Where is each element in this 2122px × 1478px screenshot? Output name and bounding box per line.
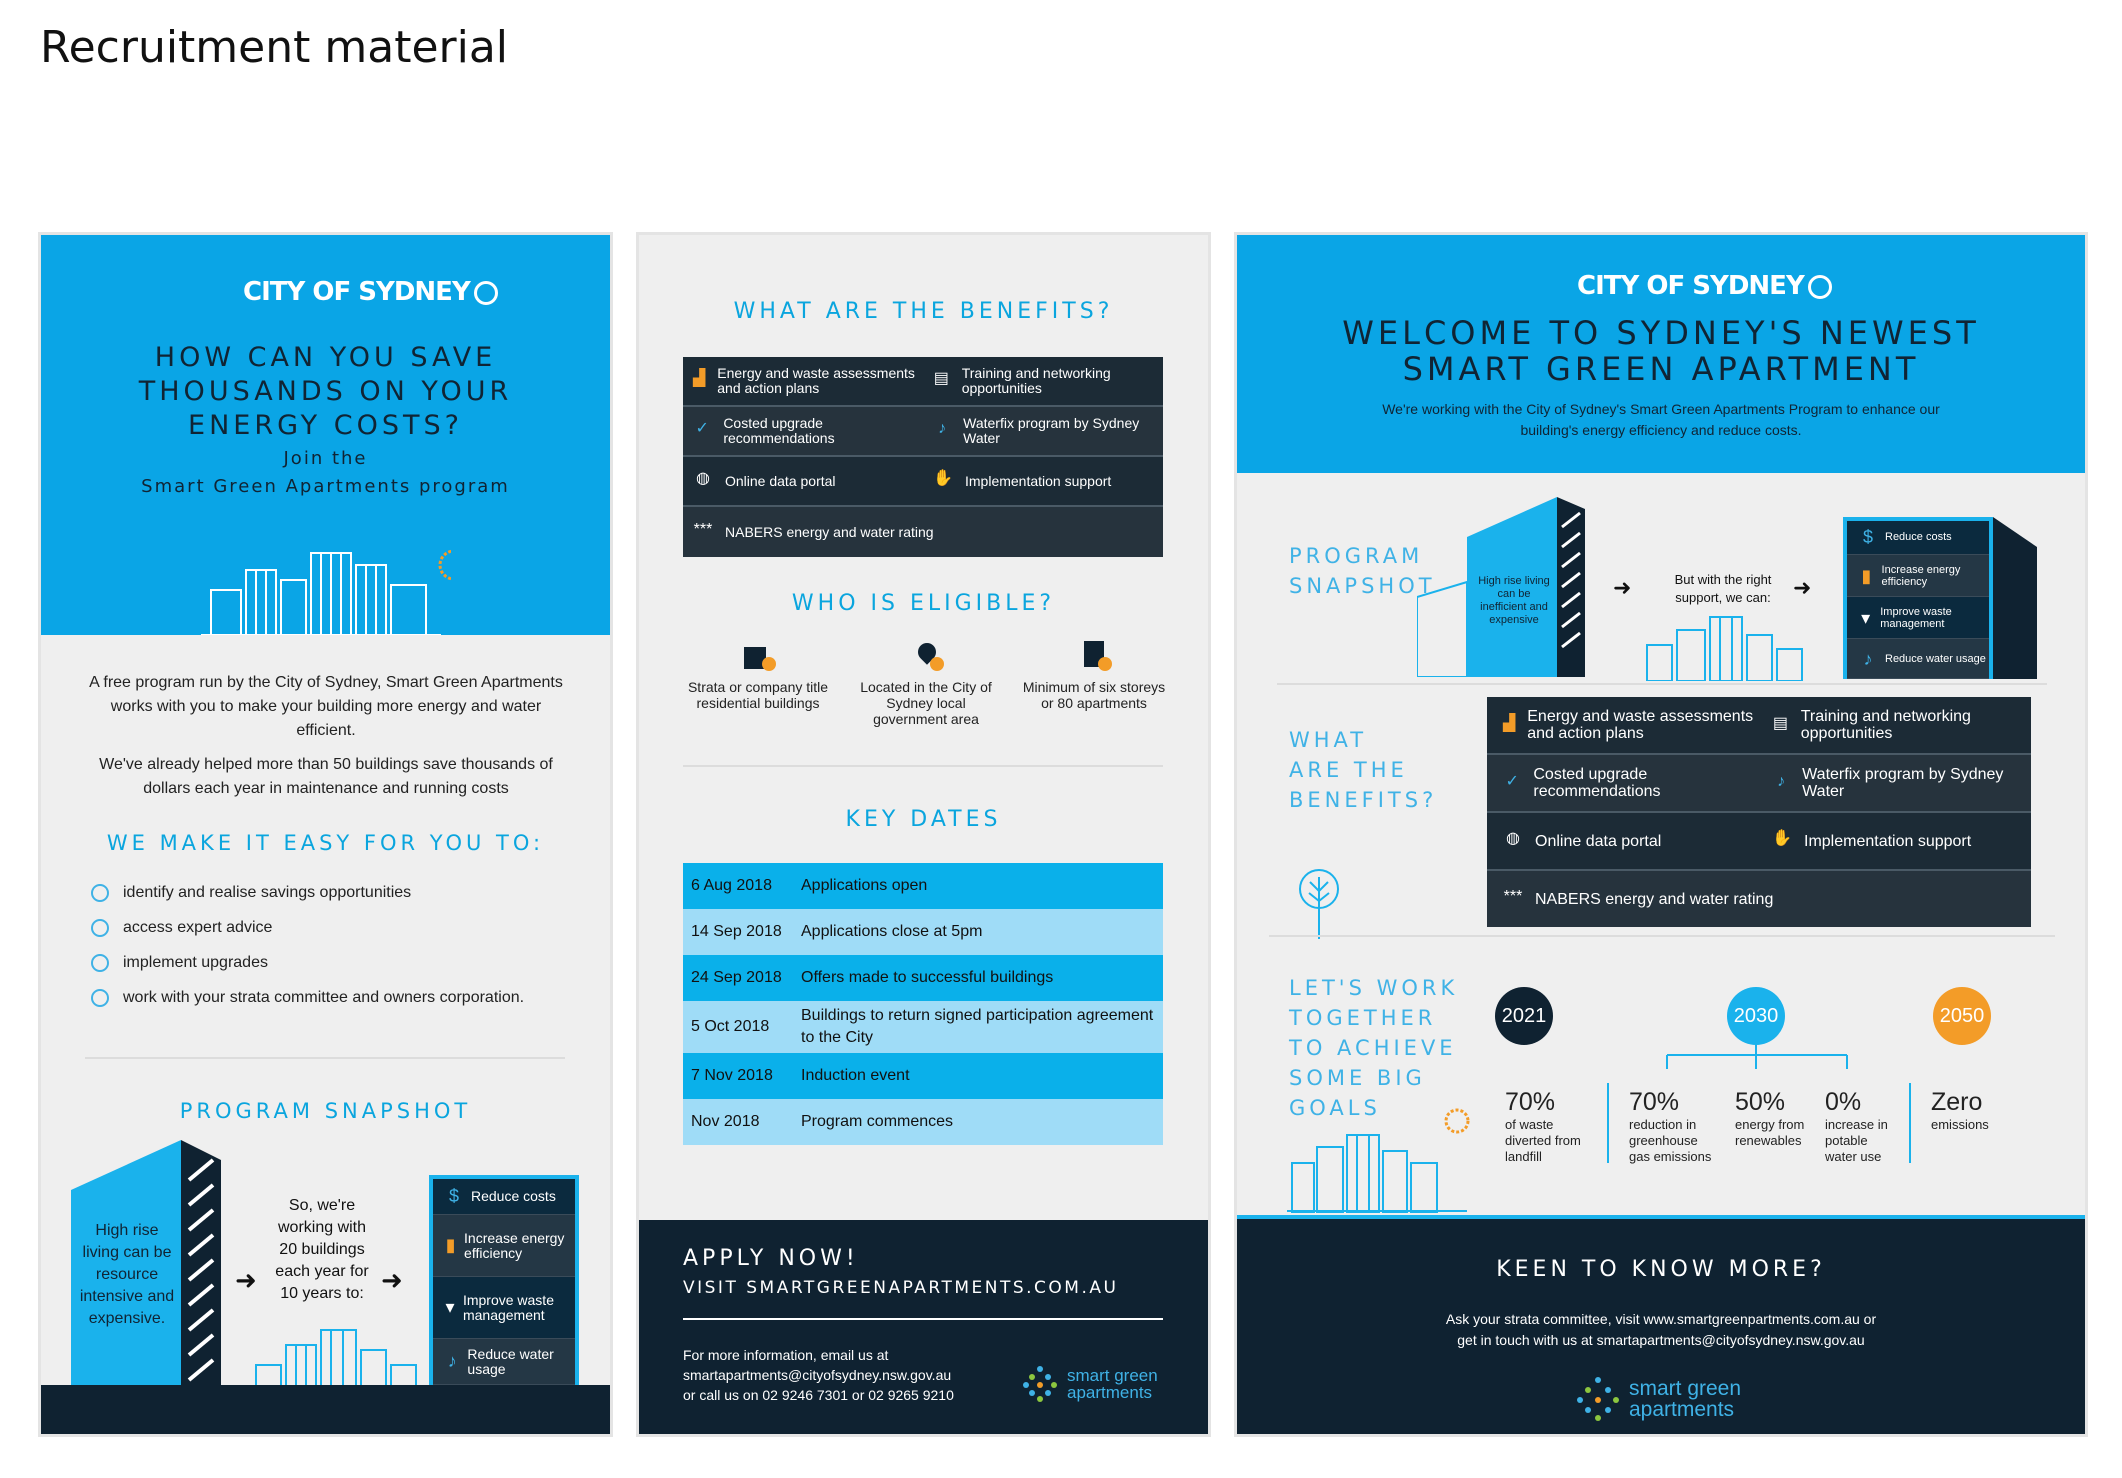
- benefit-text: Costed upgrade recommendations: [1533, 766, 1661, 800]
- intro-text: We're working with the City of Sydney's Smart Green Apartments Program to enhance our building's energy efficiency and reduce costs.: [1382, 401, 1940, 438]
- city-of-sydney-logo: [243, 277, 498, 307]
- stars-icon: ***: [1503, 888, 1523, 905]
- headline: [1237, 315, 2085, 387]
- list-item: [91, 910, 524, 945]
- stat-desc: increase in potable water use: [1825, 1117, 1888, 1164]
- contact-info: [683, 1345, 954, 1405]
- benefits-row: [683, 407, 1163, 457]
- date-cell: 7 Nov 2018: [691, 1067, 773, 1084]
- list-item-text: access expert advice: [123, 918, 273, 936]
- arrow-right-icon: ➜: [1613, 575, 1632, 600]
- visit-url: VISIT SMARTGREENAPARTMENTS.COM.AU: [683, 1278, 1119, 1298]
- tap-icon: ♪: [1777, 773, 1786, 790]
- benefits-row: [1487, 697, 2031, 755]
- benefit-text: Costed upgrade recommendations: [723, 415, 835, 446]
- snapshot-item: [1847, 521, 1989, 555]
- table-row: [683, 1001, 1163, 1053]
- snapshot-label: Improve waste management: [1880, 605, 1952, 630]
- list-item-text: implement upgrades: [123, 953, 268, 971]
- apply-now: APPLY NOW!: [683, 1246, 859, 1271]
- dots-logo-icon: [1023, 1366, 1059, 1402]
- benefit-text: Training and networking opportunities: [961, 365, 1111, 396]
- keen-heading: KEEN TO KNOW MORE?: [1496, 1257, 1826, 1282]
- heading-line: TO ACHIEVE: [1289, 1036, 1457, 1060]
- bulb-icon: ▮: [445, 1235, 456, 1255]
- page-title: Recruitment material: [40, 22, 509, 73]
- benefit-text: Online data portal: [1535, 832, 1662, 850]
- divider: [683, 1318, 1163, 1320]
- program-name: Smart Green Apartments program: [141, 476, 510, 497]
- easy-list: [91, 875, 524, 1015]
- table-row: [683, 909, 1163, 955]
- benefit-text: Energy and waste assessments and action plans: [717, 365, 915, 396]
- join-text: Join the: [283, 448, 368, 469]
- snapshot-heading: [1289, 541, 1436, 601]
- table-row: [683, 1099, 1163, 1145]
- easy-heading: WE MAKE IT EASY FOR YOU TO:: [106, 831, 545, 855]
- headline-line: SMART GREEN APARTMENT: [1402, 350, 1920, 388]
- city-of-sydney-logo: [1577, 271, 1832, 301]
- ask-text: [1237, 1309, 2085, 1351]
- stat-desc: energy from renewables: [1735, 1117, 1805, 1148]
- check-circle-icon: ✓: [1505, 773, 1519, 790]
- flyer-panel-3: [1234, 232, 2088, 1437]
- date-cell: Nov 2018: [691, 1113, 760, 1130]
- snapshot-item: [433, 1179, 575, 1215]
- building-text: High rise living can be resource intensive and expensive.: [79, 1222, 175, 1327]
- heading-line: SOME BIG: [1289, 1066, 1426, 1090]
- benefit-text: Implementation support: [965, 472, 1112, 489]
- benefit-text: Waterfix program by Sydney Water: [1802, 766, 2004, 800]
- logo-emblem-icon: [474, 281, 498, 305]
- benefit-item: [1762, 813, 2031, 869]
- handshake-icon: ✋: [933, 470, 953, 487]
- benefit-item: [923, 457, 1163, 505]
- heading-line: GOALS: [1289, 1096, 1381, 1120]
- goal-stat: [1629, 1087, 1721, 1165]
- smart-green-logo: [1577, 1377, 1741, 1421]
- globe-icon: ◍: [696, 470, 710, 487]
- stat-value: 70%: [1505, 1088, 1556, 1116]
- intro-paragraph: A free program run by the City of Sydney, Smart Green Apartments works with you to make your building more energy and water efficient.: [89, 674, 563, 739]
- benefit-item: [923, 357, 1163, 405]
- divider: [1607, 1083, 1609, 1163]
- tap-icon: ♪: [1863, 648, 1873, 669]
- logo-text: smart green: [1629, 1377, 1742, 1400]
- tree-icon: [91, 919, 109, 937]
- building-text: High rise living can be inefficient and expensive: [1478, 575, 1550, 626]
- headline-line: WELCOME TO SYDNEY'S NEWEST: [1342, 314, 1980, 352]
- desc-cell: Applications open: [801, 877, 928, 894]
- logo-text: apartments: [1067, 1383, 1153, 1402]
- stat-value: 50%: [1735, 1088, 1786, 1116]
- benefit-text: NABERS energy and water rating: [725, 523, 934, 540]
- snapshot-item: [1847, 639, 1989, 679]
- clipboard-icon: ▤: [933, 370, 949, 387]
- headline: [41, 341, 610, 443]
- dots-logo-icon: [1577, 1377, 1621, 1421]
- eligible-item: [1019, 641, 1169, 711]
- desc-cell: Induction event: [801, 1067, 910, 1084]
- heading-line: LET'S WORK: [1289, 976, 1459, 1000]
- eligible-text: Minimum of six storeys or 80 apartments: [1022, 679, 1166, 711]
- eligible-heading: WHO IS ELIGIBLE?: [791, 591, 1056, 616]
- desc-cell: Program commences: [801, 1113, 954, 1130]
- eligible-text: Strata or company title residential buildings: [687, 679, 829, 711]
- benefits-row: [1487, 871, 2031, 927]
- snapshot-item: [1847, 555, 1989, 597]
- benefit-item: [1762, 755, 2031, 811]
- list-item: [91, 945, 524, 980]
- bulb-icon: ▮: [1861, 565, 1872, 586]
- city-skyline-icon: [201, 535, 451, 635]
- tree-icon: [91, 884, 109, 902]
- benefit-text: Training and networking opportunities: [1800, 708, 1971, 742]
- snapshot-label: Increase energy efficiency: [1881, 563, 1961, 588]
- benefits-row: [683, 457, 1163, 507]
- eligible-item: [851, 641, 1001, 727]
- tree-icon: [91, 989, 109, 1007]
- list-item: [91, 980, 524, 1015]
- benefit-text: Energy and waste assessments and action plans: [1527, 708, 1754, 742]
- footer-band: [41, 1385, 610, 1437]
- arrow-right-icon: ➜: [1793, 575, 1812, 600]
- headline-line: ENERGY COSTS?: [188, 410, 463, 441]
- hero-section: [41, 235, 610, 635]
- benefits-row: [683, 507, 1163, 557]
- benefit-item: [1487, 755, 1762, 811]
- logo-text: CITY OF SYDNEY: [1577, 271, 1804, 301]
- logo-text: CITY OF SYDNEY: [243, 277, 470, 307]
- list-item: [91, 875, 524, 910]
- stars-icon: ***: [693, 521, 713, 538]
- benefits-grid: [1487, 697, 2031, 927]
- benefits-row: [683, 357, 1163, 407]
- benefit-text: Implementation support: [1804, 832, 1972, 850]
- arrow-right-icon: ➜: [235, 1265, 257, 1295]
- desc-cell: Buildings to return signed participation agreement to the City: [801, 1007, 1154, 1046]
- flyer-panel-2: [636, 232, 1211, 1437]
- benefits-row: [1487, 813, 2031, 871]
- goal-stat: [1505, 1087, 1595, 1165]
- date-cell: 5 Oct 2018: [691, 1018, 770, 1035]
- clipboard-icon: ▤: [1772, 715, 1788, 732]
- year-badge: 2050: [1933, 987, 1991, 1045]
- snapshot-item: [433, 1277, 575, 1339]
- benefit-item: [1487, 813, 1762, 869]
- snapshot-label: Reduce water usage: [467, 1345, 554, 1377]
- buildings-icon: [744, 641, 772, 669]
- flyer-panel-1: [38, 232, 613, 1437]
- benefit-item: [923, 407, 1163, 455]
- ask-line: Ask your strata committee, visit www.smartgreenpartments.com.au or: [1445, 1311, 1877, 1327]
- snapshot-box: [429, 1175, 579, 1385]
- tower-icon: [1080, 641, 1108, 669]
- keen-footer: [1237, 1215, 2085, 1437]
- snapshot-label: Improve waste management: [462, 1291, 554, 1323]
- check-circle-icon: ✓: [695, 420, 709, 437]
- snapshot-label: Increase energy efficiency: [464, 1229, 565, 1261]
- date-cell: 14 Sep 2018: [691, 923, 782, 940]
- headline-line: HOW CAN YOU SAVE: [154, 342, 497, 373]
- smart-green-logo: [1023, 1366, 1158, 1402]
- benefits-grid: [683, 357, 1163, 557]
- stat-desc: of waste diverted from landfill: [1505, 1117, 1581, 1164]
- snapshot-item: [433, 1215, 575, 1277]
- connector-lines: [1657, 1045, 1877, 1075]
- heading-line: PROGRAM: [1289, 544, 1424, 568]
- hero-section: [1237, 235, 2085, 473]
- bin-icon: ▾: [1861, 607, 1871, 628]
- tree-icon: [1297, 867, 1341, 939]
- logo-text: apartments: [1629, 1398, 1735, 1421]
- benefit-item: [683, 407, 923, 455]
- table-row: [683, 955, 1163, 1001]
- divider: [683, 765, 1163, 767]
- benefit-item: [683, 457, 923, 505]
- logo-text: smart green: [1067, 1366, 1158, 1385]
- middle-text: But with the right support, we can:: [1674, 572, 1772, 605]
- dates-heading: KEY DATES: [845, 807, 1002, 832]
- divider: [1269, 935, 2055, 937]
- stat-desc: reduction in greenhouse gas emissions: [1629, 1117, 1712, 1164]
- stat-value: 0%: [1825, 1088, 1862, 1116]
- year-badge: 2021: [1495, 987, 1553, 1045]
- benefit-text: NABERS energy and water rating: [1535, 890, 1774, 908]
- divider: [1909, 1083, 1911, 1163]
- handshake-icon: ✋: [1772, 830, 1792, 847]
- globe-icon: ◍: [1506, 830, 1520, 847]
- table-row: [683, 863, 1163, 909]
- snapshot-label: Reduce costs: [1885, 531, 1952, 543]
- benefit-item: [1487, 871, 2031, 927]
- dollar-icon: $: [448, 1186, 459, 1206]
- logo-emblem-icon: [1808, 275, 1832, 299]
- apply-footer: [639, 1220, 1208, 1437]
- list-item-text: identify and realise savings opportunities: [123, 883, 412, 901]
- desc-cell: Offers made to successful buildings: [801, 969, 1054, 986]
- benefits-heading: WHAT ARE THE BENEFITS?: [733, 299, 1114, 324]
- benefit-item: [683, 507, 1163, 557]
- contact-email[interactable]: smartapartments@cityofsydney.nsw.gov.au: [683, 1367, 952, 1383]
- arrow-right-icon: ➜: [381, 1265, 403, 1295]
- benefit-item: [1762, 697, 2031, 753]
- benefit-item: [1487, 697, 1762, 753]
- tree-icon: [91, 954, 109, 972]
- eligible-text: Located in the City of Sydney local government area: [860, 679, 992, 727]
- divider: [85, 1057, 565, 1059]
- location-pin-icon: [912, 641, 940, 669]
- dollar-icon: $: [1862, 527, 1873, 547]
- date-cell: 24 Sep 2018: [691, 969, 782, 986]
- heading-line: BENEFITS?: [1289, 788, 1438, 812]
- city-skyline-icon: [1642, 615, 1807, 681]
- snapshot-heading: PROGRAM SNAPSHOT: [179, 1099, 472, 1123]
- goal-stat: [1825, 1087, 1897, 1165]
- stat-value: 70%: [1629, 1088, 1680, 1116]
- chart-icon: ▟: [1502, 715, 1516, 732]
- contact-line: For more information, email us at: [683, 1347, 889, 1363]
- benefit-text: Online data portal: [725, 472, 836, 489]
- desc-cell: Applications close at 5pm: [801, 923, 983, 940]
- contact-phone: or call us on 02 9246 7301 or 02 9265 9210: [683, 1387, 954, 1403]
- date-cell: 6 Aug 2018: [691, 877, 772, 894]
- benefits-heading: [1289, 725, 1437, 815]
- table-row: [683, 1053, 1163, 1099]
- benefit-text: Waterfix program by Sydney Water: [963, 415, 1140, 446]
- heading-line: WHAT: [1289, 728, 1368, 752]
- snapshot-label: Reduce water usage: [1885, 652, 1986, 665]
- heading-line: SNAPSHOT: [1289, 574, 1436, 598]
- middle-text: So, we're working with 20 buildings each year for 10 years to:: [275, 1197, 369, 1302]
- goal-stat: [1735, 1087, 1809, 1149]
- year-badge: 2030: [1727, 987, 1785, 1045]
- benefit-item: [683, 357, 923, 405]
- snapshot-box: [1843, 517, 1993, 679]
- divider: [1277, 683, 2047, 685]
- intro-paragraph-2: We've already helped more than 50 buildings save thousands of dollars each year in maintenance and running costs: [99, 756, 553, 797]
- stat-value: Zero: [1931, 1088, 1983, 1116]
- bin-icon: ▾: [445, 1297, 455, 1317]
- key-dates-table: [683, 863, 1163, 1145]
- benefits-row: [1487, 755, 2031, 813]
- ask-line: get in touch with us at smartapartments@cityofsydney.nsw.gov.au: [1457, 1332, 1865, 1348]
- snapshot-label: Reduce costs: [471, 1188, 556, 1204]
- list-item-text: work with your strata committee and owners corporation.: [123, 988, 525, 1006]
- goal-stat: [1931, 1087, 2021, 1133]
- city-skyline-icon: [1287, 1101, 1472, 1213]
- stat-desc: emissions: [1931, 1117, 1989, 1132]
- heading-line: ARE THE: [1289, 758, 1408, 782]
- snapshot-item: [1847, 597, 1989, 639]
- tap-icon: ♪: [938, 420, 947, 437]
- building-side-shape: [1993, 517, 2039, 679]
- snapshot-item: [433, 1339, 575, 1385]
- eligible-item: [683, 641, 833, 711]
- heading-line: TOGETHER: [1289, 1006, 1437, 1030]
- headline-line: THOUSANDS ON YOUR: [138, 376, 513, 407]
- tap-icon: ♪: [447, 1351, 457, 1371]
- chart-icon: ▟: [692, 370, 706, 387]
